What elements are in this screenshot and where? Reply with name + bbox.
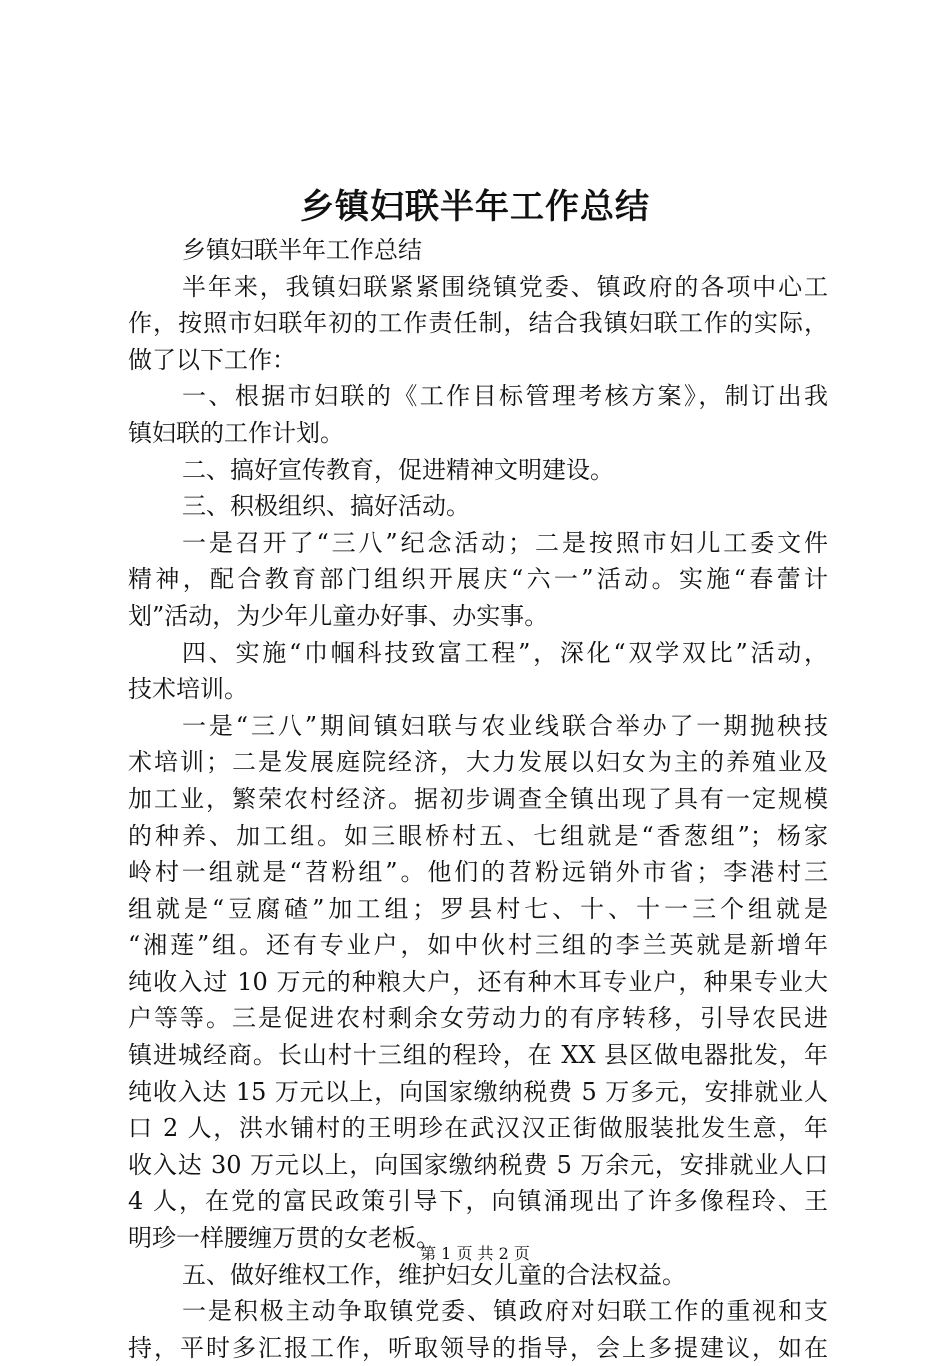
body-line: 组就是“豆腐碴”加工组；罗县村七、十、十一三个组就是 [128,894,828,923]
body-line: 一是积极主动争取镇党委、镇政府对妇联工作的重视和支 [182,1297,828,1326]
body-line: 镇进城经商。长山村十三组的程玲，在 XX 县区做电器批发，年 [128,1041,828,1070]
body-line: 镇妇联的工作计划。 [128,418,344,447]
body-line: 岭村一组就是“苕粉组”。他们的苕粉远销外市省；李港村三 [128,858,828,887]
body-line: 口 2 人，洪水铺村的王明珍在武汉汉正街做服装批发生意，年 [128,1114,828,1143]
body-line: 4 人，在党的富民政策引导下，向镇涌现出了许多像程玲、王 [128,1187,828,1216]
document-title: 乡镇妇联半年工作总结 [300,187,650,227]
body-line: 划”活动，为少年儿童办好事、办实事。 [128,601,549,630]
body-line: 作，按照市妇联年初的工作责任制，结合我镇妇联工作的实际， [128,309,828,338]
body-line: 纯收入过 10 万元的种粮大户，还有种木耳专业户，种果专业大 [128,967,828,996]
body-line: 二、搞好宣传教育，促进精神文明建设。 [182,455,614,484]
body-line: 一是召开了“三八”纪念活动；二是按照市妇儿工委文件 [182,528,828,557]
body-line: 加工业，繁荣农村经济。据初步调查全镇出现了具有一定规模 [128,784,828,813]
body-line: 四、实施“巾帼科技致富工程”，深化“双学双比”活动， [182,638,828,667]
body-line: “湘莲”组。还有专业户，如中伙村三组的李兰英就是新增年 [128,931,828,960]
body-line: 的种养、加工组。如三眼桥村五、七组就是“香葱组”；杨家 [128,821,828,850]
body-line: 乡镇妇联半年工作总结 [182,236,422,264]
body-line: 术培训；二是发展庭院经济，大力发展以妇女为主的养殖业及 [128,748,828,777]
body-line: 五、做好维权工作，维护妇女儿童的合法权益。 [182,1260,686,1289]
document-body [128,232,828,1366]
body-line: 纯收入达 15 万元以上，向国家缴纳税费 5 万多元，安排就业人 [128,1077,828,1106]
body-line: 半年来，我镇妇联紧紧围绕镇党委、镇政府的各项中心工 [182,272,828,301]
body-line: 做了以下工作： [128,345,296,374]
body-line: 明珍一样腰缠万贯的女老板。 [128,1224,440,1253]
body-line: 持，平时多汇报工作，听取领导的指导，会上多提建议，如在 [128,1333,828,1362]
body-line: 收入达 30 万元以上，向国家缴纳税费 5 万余元，安排就业人口 [128,1150,828,1179]
body-line: 技术培训。 [128,675,248,704]
body-line: 一是“三八”期间镇妇联与农业线联合举办了一期抛秧技 [182,711,828,740]
body-line: 精神，配合教育部门组织开展庆“六一”活动。实施“春蕾计 [128,565,828,594]
body-line: 一、根据市妇联的《工作目标管理考核方案》，制订出我 [182,382,828,411]
body-line: 户等等。三是促进农村剩余女劳动力的有序转移，引导农民进 [128,1004,828,1033]
page-footer: 第 1 页 共 2 页 [420,1244,530,1263]
body-line: 三、积极组织、搞好活动。 [182,492,470,521]
